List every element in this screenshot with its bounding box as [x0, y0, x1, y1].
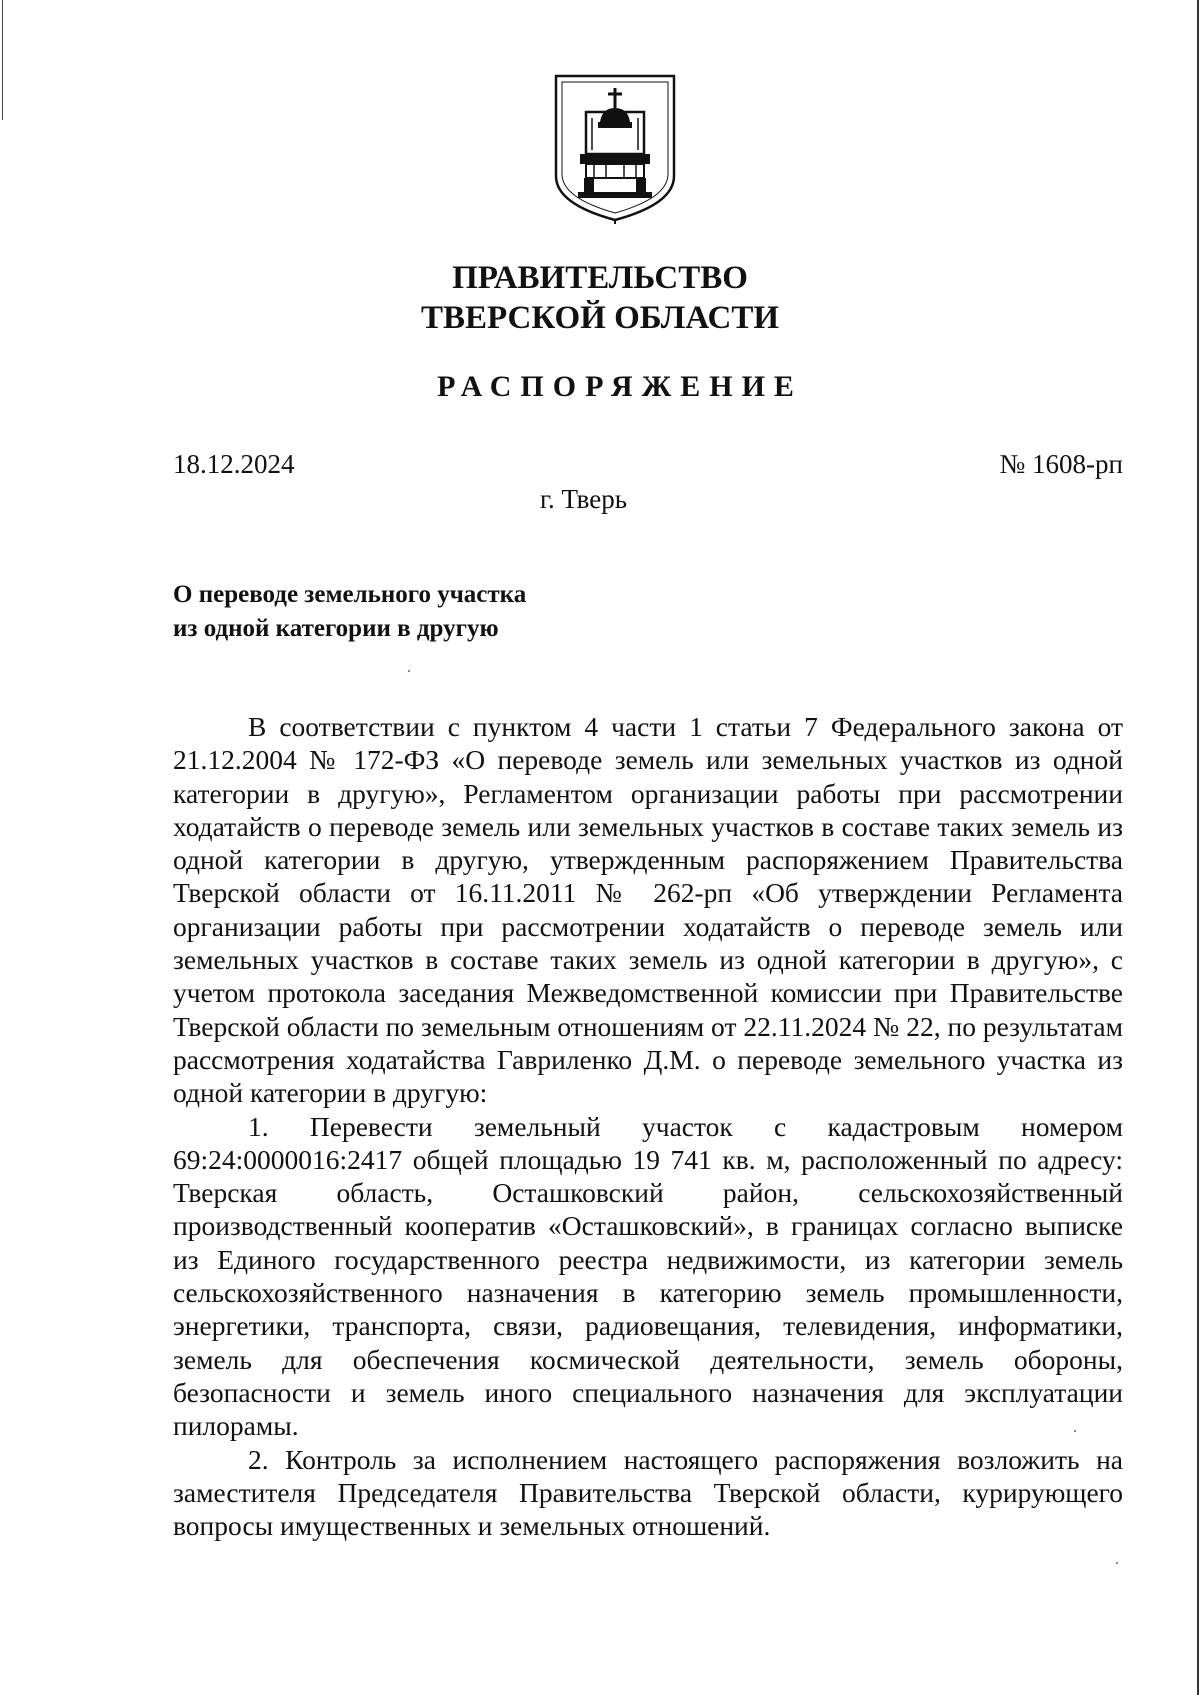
subject-line1: О переводе земельного участка — [173, 581, 527, 608]
document-subject — [173, 578, 773, 646]
coat-of-arms-icon — [550, 72, 680, 224]
subject-line2: из одной категории в другую — [173, 615, 499, 642]
item-2-paragraph: 2. Контроль за исполнением настоящего распоряжения возложить на заместителя Председателя Правительства Тверской области, курирующего вопросы имущественных и земельных отношений. — [173, 1443, 1123, 1542]
document-number: № 1608-рп — [999, 449, 1123, 479]
scan-edge — [2, 0, 3, 120]
scan-speck — [1074, 1430, 1076, 1432]
scan-speck — [1116, 1562, 1118, 1564]
scan-edge — [1197, 0, 1199, 1695]
government-name-line2: ТВЕРСКОЙ ОБЛАСТИ — [420, 300, 780, 336]
item-1-paragraph: 1. Перевести земельный участок с кадастровым номером 69:24:0000016:2417 общей площадью 19 741 кв. м, расположенный по адресу: Тверская область, Осташковский район, сельскохозяйственный производственный кооператив «Осташковский», в границах согласно выписке из Единого государственного реестра недвижимости, из категории земель сельскохозяйственного назначения в категорию земель промышленности, энергетики, транспорта, связи, радиовещания, телевидения, информатики, земель для обеспечения космической деятельности, земель обороны, безопасности и земель иного специального назначения для эксплуатации пилорамы. — [173, 1110, 1123, 1442]
document-city: г. Тверь — [540, 484, 628, 514]
scan-speck — [408, 670, 410, 672]
document-date: 18.12.2024 — [173, 449, 295, 479]
document-type: РАСПОРЯЖЕНИЕ — [437, 370, 803, 403]
document-body — [173, 710, 1123, 1542]
government-name-line1: ПРАВИТЕЛЬСТВО — [452, 260, 748, 296]
preamble-paragraph: В соответствии с пунктом 4 части 1 статьи 7 Федерального закона от 21.12.2004 № 172-ФЗ «О переводе земель или земельных участков из одной категории в другую», Регламентом организации работы при рассмотрении ходатайств о переводе земель или земельных участков в составе таких земель из одной категории в другую, утвержденным распоряжением Правительства Тверской области от 16.11.2011 № 262-рп «Об утверждении Регламента организации работы при рассмотрении ходатайств о переводе земель или земельных участков в составе таких земель из одной категории в другую», с учетом протокола заседания Межведомственной комиссии при Правительстве Тверской области по земельным отношениям от 22.11.2024 № 22, по результатам рассмотрения ходатайства Гавриленко Д.М. о переводе земельного участка из одной категории в другую: — [173, 711, 1123, 1109]
government-name — [300, 258, 900, 338]
